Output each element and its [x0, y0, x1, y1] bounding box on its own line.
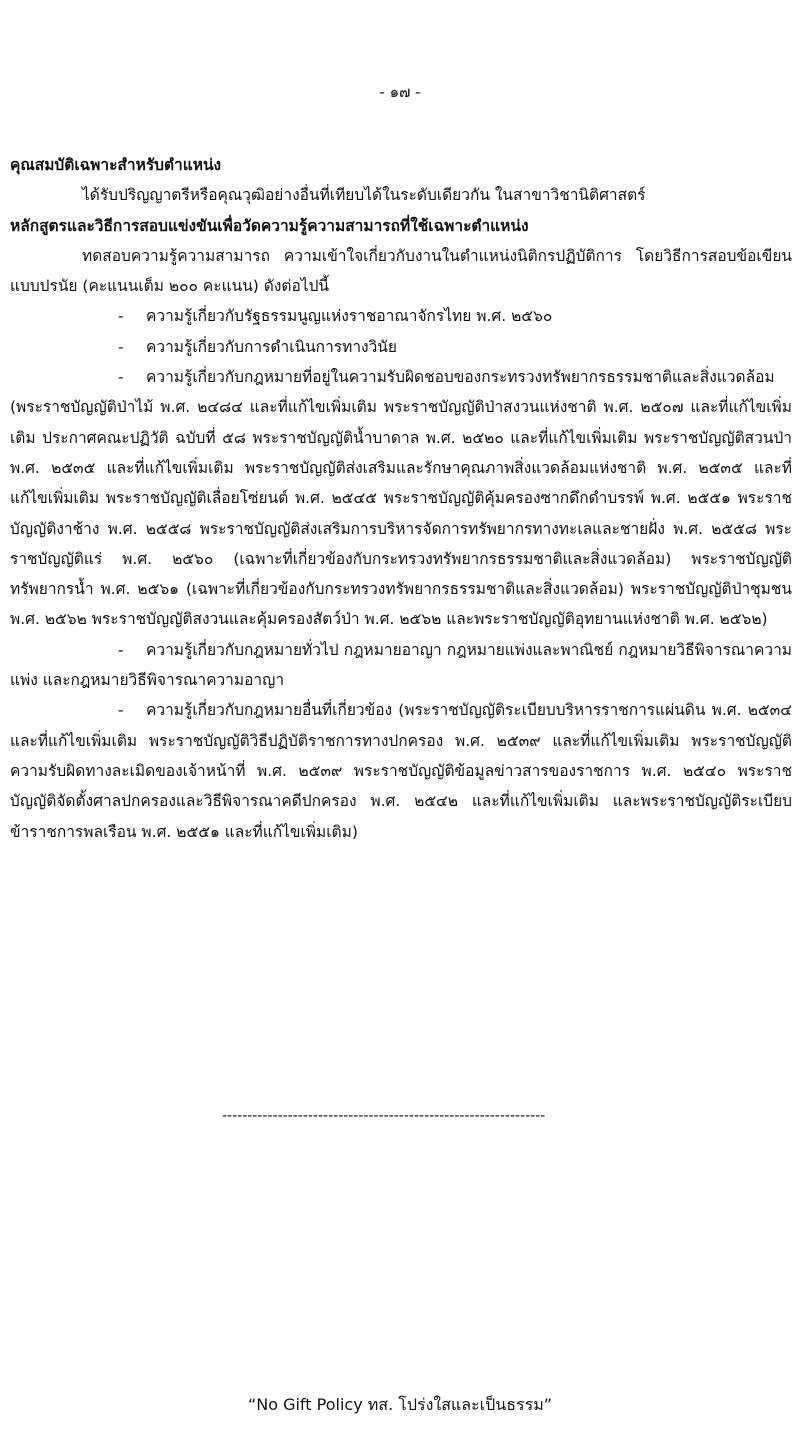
bullet-dash: - [118, 701, 124, 720]
list-item-text: ความรู้เกี่ยวกับกฎหมายที่อยู่ในความรับผิดชอบของกระทรวงทรัพยากรธรรมชาติและสิ่งแวดล้อม (พระราชบัญญัติป่าไม้ พ.ศ. ๒๔๘๔ และที่แก้ไขเพิ่มเติม พระราชบัญญัติป่าสงวนแห่งชาติ พ.ศ. ๒๕๐๗ และที่แก้ไขเพิ่มเติม ประกาศคณะปฏิวัติ ฉบับที่ ๕๘ พระราชบัญญัติน้ำบาดาล พ.ศ. ๒๕๒๐ และที่แก้ไขเพิ่มเติม พระราชบัญญัติสวนป่า พ.ศ. ๒๕๓๕ และที่แก้ไขเพิ่มเติม พระราชบัญญัติส่งเสริมและรักษาคุณภาพสิ่งแวดล้อมแห่งชาติ พ.ศ. ๒๕๓๕ และที่แก้ไขเพิ่มเติม พระราชบัญญัติเลื่อยโซ่ยนต์ พ.ศ. ๒๕๔๕ พระราชบัญญัติคุ้มครองซากดึกดำบรรพ์ พ.ศ. ๒๕๕๑ พระราชบัญญัติงาช้าง พ.ศ. ๒๕๕๘ พระราชบัญญัติส่งเสริมการบริหารจัดการทรัพยากรทางทะเลและชายฝั่ง พ.ศ. ๒๕๕๘ พระราชบัญญัติแร่ พ.ศ. ๒๕๖๐ (เฉพาะที่เกี่ยวข้องกับกระทรวงทรัพยากรธรรมชาติและสิ่งแวดล้อม) พระราชบัญญัติทรัพยากรน้ำ พ.ศ. ๒๕๖๑ (เฉพาะที่เกี่ยวข้องกับกระทรวงทรัพยากรธรรมชาติและสิ่งแวดล้อม) พระราชบัญญัติป่าชุมชน พ.ศ. ๒๕๖๒ พระราชบัญญัติสงวนและคุ้มครองสัตว์ป่า พ.ศ. ๒๕๖๒ และพระราชบัญญัติอุทยานแห่งชาติ พ.ศ. ๒๕๖๒) [10, 368, 793, 629]
bullet-dash: - [118, 368, 124, 387]
footer-slogan: “No Gift Policy ทส. โปร่งใสและเป็นธรรม” [247, 1395, 553, 1414]
curriculum-heading: หลักสูตรและวิธีการสอบแข่งขันเพื่อวัดความรู้ความสามารถที่ใช้เฉพาะตำแหน่ง [10, 216, 529, 235]
qualifications-heading: คุณสมบัติเฉพาะสำหรับตำแหน่ง [10, 156, 222, 174]
curriculum-intro: ทดสอบความรู้ความสามารถ ความเข้าใจเกี่ยวกับงานในตำแหน่งนิติกรปฏิบัติการ โดยวิธีการสอบข้อเขียน แบบปรนัย (คะแนนเต็ม ๒๐๐ คะแนน) ดังต่อไปนี้ [10, 246, 792, 296]
divider-line: ---------------------------------------------------------------- [222, 1108, 546, 1124]
list-item [10, 332, 792, 362]
list-item [10, 635, 792, 696]
list-item-text: ความรู้เกี่ยวกับรัฐธรรมนูญแห่งราชอาณาจักรไทย พ.ศ. ๒๕๖๐ [146, 307, 553, 326]
list-item-text: ความรู้เกี่ยวกับกฎหมายอื่นที่เกี่ยวข้อง (พระราชบัญญัติระเบียบบริหารราชการแผ่นดิน พ.ศ. ๒๕๓๔ และที่แก้ไขเพิ่มเติม พระราชบัญญัติวิธีปฏิบัติราชการทางปกครอง พ.ศ. ๒๕๓๙ และที่แก้ไขเพิ่มเติม พระราชบัญญัติความรับผิดทางละเมิดของเจ้าหน้าที่ พ.ศ. ๒๕๓๙ พระราชบัญญัติข้อมูลข่าวสารของราชการ พ.ศ. ๒๕๔๐ พระราชบัญญัติจัดตั้งศาลปกครองและวิธีพิจารณาคดีปกครอง พ.ศ. ๒๕๔๒ และที่แก้ไขเพิ่มเติม และพระราชบัญญัติระเบียบข้าราชการพลเรือน พ.ศ. ๒๕๕๑ และที่แก้ไขเพิ่มเติม) [10, 701, 792, 841]
qualifications-text: ได้รับปริญญาตรีหรือคุณวุฒิอย่างอื่นที่เทียบได้ในระดับเดียวกัน ในสาขาวิชานิติศาสตร์ [82, 186, 646, 205]
bullet-dash: - [118, 640, 124, 659]
list-item-text: ความรู้เกี่ยวกับการดำเนินการทางวินัย [146, 337, 397, 356]
list-item-text: ความรู้เกี่ยวกับกฎหมายทั่วไป กฎหมายอาญา กฎหมายแพ่งและพาณิชย์ กฎหมายวิธีพิจารณาความแพ่ง และกฎหมายวิธีพิจารณาความอาญา [10, 640, 792, 690]
bullet-dash: - [118, 307, 124, 326]
document-body [10, 150, 792, 847]
bullet-dash: - [118, 337, 124, 356]
list-item [10, 301, 792, 331]
list-item [10, 362, 792, 635]
page-number: - ๑๗ - [379, 83, 421, 101]
list-item [10, 695, 792, 846]
